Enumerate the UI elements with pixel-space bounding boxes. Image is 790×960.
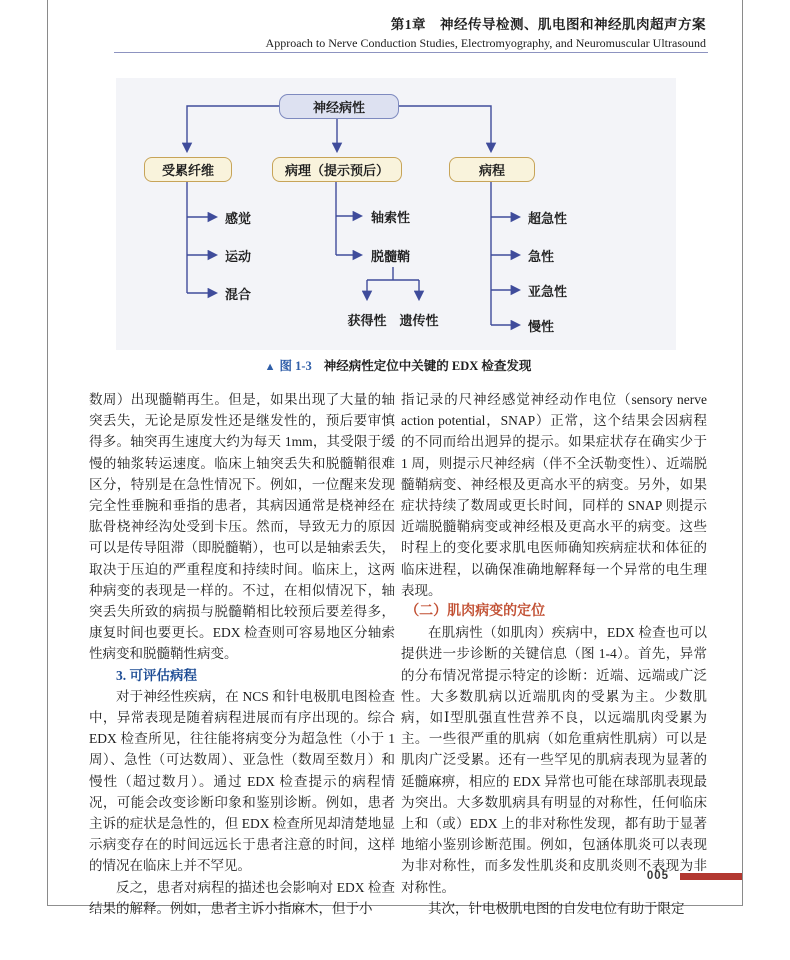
- right-column: [401, 389, 707, 919]
- caption-triangle-icon: ▲: [264, 361, 276, 373]
- header-rule: [114, 52, 708, 53]
- leaf-axonal: 轴索性: [371, 210, 411, 225]
- leaf-demyelinating: 脱髓鞘: [371, 249, 411, 264]
- paragraph: 数周）出现髓鞘再生。但是，如果出现了大量的轴突丢失，无论是原发性还是继发性的，预后要审慎得多。轴突再生速度大约为每天 1mm，其受限于缓慢的轴浆转运速度。临床上轴突丢失和脱髓鞘很难区分，特别是在急性情况下。例如，一位醒来发现完全性垂腕和垂指的患者，其病因通常是桡神经在肱骨桡神经沟处受到卡压。然而，导致无力的原因可以是传导阻滞（即脱髓鞘），也可以是轴索丢失，取决于压迫的严重程度和持续时间。临床上，这两种病变的表现是一样的。不过，在相似情况下，轴突丢失所致的病损与脱髓鞘相比较预后要差得多，康复时间也要更长。EDX 检查则可容易地区分轴索性病变和脱髓鞘性病变。: [89, 392, 395, 662]
- leaf-hyperacute: 超急性: [528, 211, 568, 226]
- caption-text: 神经病性定位中关键的 EDX 检查发现: [323, 359, 532, 373]
- leaf-subacute: 亚急性: [528, 284, 568, 299]
- paragraph: 指记录的尺神经感觉神经动作电位（sensory nerve action potential，SNAP）正常，这个结果会因病程的不同而给出迥异的提示。如果症状存在确实少于 1 周，则提示尺神经病（伴不全沃勒变性）、近端脱髓鞘病变、神经根及更高水平的病变。另外，如果症状持续了数周或更长时间，同样的 SNAP 则提示近端脱髓鞘病变或神经根及更高水平的病变。这些时程上的变化要求肌电医师确知疾病症状和体征的临床进程，以确保准确地解释每一个异常的电生理表现。: [401, 392, 707, 598]
- chapter-title-cn: 第1章 神经传导检测、肌电图和神经肌肉超声方案: [390, 17, 706, 32]
- paragraph: 对于神经性疾病，在 NCS 和针电极肌电图检查中，异常表现是随着病程进展而有序出现的。综合 EDX 检查所见，往往能将病变分为超急性（小于 1 周）、急性（可达数周）、亚急性（数周至数月）和慢性（超过数月）。通过 EDX 检查提示的病程情况，可能会改变诊断印象和鉴别诊断。例如，患者主诉的症状是急性的，但 EDX 检查所见却清楚地显示病变存在的时间远远长于患者注意的时间，这样的情况在临床上并不罕见。: [89, 688, 395, 874]
- footer-red-bar: [680, 873, 742, 880]
- flowchart-node-pathology: 病理（提示预后）: [272, 157, 402, 182]
- body-columns: [89, 389, 707, 919]
- flowchart-node-fibers-involved: 受累纤维: [144, 157, 232, 182]
- left-column: [89, 389, 395, 919]
- chapter-title-en: Approach to Nerve Conduction Studies, Electromyography, and Neuromuscular Ultrasound: [265, 36, 706, 50]
- paragraph: 在肌病性（如肌肉）疾病中，EDX 检查也可以提供进一步诊断的关键信息（图 1-4）。首先，异常的分布情况常提示特定的诊断：近端、远端或广泛性。大多数肌病以近端肌肉的受累为主。少数肌病，如Ⅰ型肌强直性营养不良，以远端肌肉受累为主。一些很严重的肌病（如危重病性肌病）可以是肌肉广泛受累。还有一些罕见的肌病表现为显著的延髓麻痹，相应的 EDX 异常也可能在球部肌表现最为突出。大多数肌病具有明显的对称性，任何临床上和（或）EDX 上的非对称性发现，都有助于显著地缩小鉴别诊断范围。例如，包涵体肌炎可以表现为非对称性，而多发性肌炎和皮肌炎则不表现为非对称性。: [401, 625, 707, 895]
- caption-figure-number: 图 1-3: [279, 359, 312, 373]
- leaf-chronic: 慢性: [528, 319, 555, 334]
- leaf-acute: 急性: [528, 249, 555, 264]
- page-header: [48, 0, 706, 51]
- subheading-muscle-localization: （二）肌肉病变的定位: [405, 604, 546, 620]
- figure-caption: [89, 356, 707, 374]
- book-page: [47, 0, 743, 916]
- subheading-assessable-course: 3. 可评估病程: [116, 667, 197, 683]
- leaf-mixed: 混合: [225, 287, 252, 302]
- leaf-hereditary: 遗传性: [399, 313, 439, 328]
- leaf-motor: 运动: [225, 249, 252, 264]
- flowchart-root-neuropathic: 神经病性: [279, 94, 399, 119]
- page-number: 005: [646, 870, 669, 882]
- figure-1-3-panel: [116, 78, 676, 350]
- leaf-acquired: 获得性: [347, 313, 387, 328]
- paragraph: 其次，针电极肌电图的自发电位有助于限定: [428, 900, 685, 916]
- flowchart-node-course: 病程: [449, 157, 535, 182]
- leaf-sensory: 感觉: [225, 211, 252, 226]
- paragraph: 反之，患者对病程的描述也会影响对 EDX 检查结果的解释。例如，患者主诉小指麻木，但于小: [89, 879, 395, 916]
